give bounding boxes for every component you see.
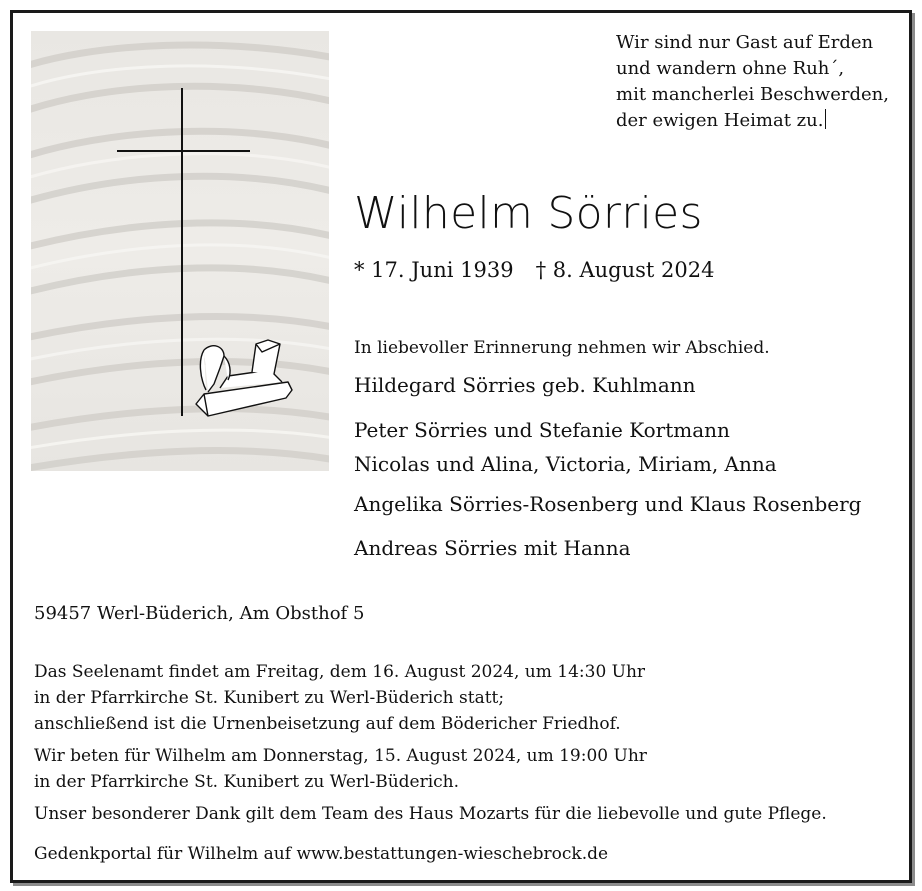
memorial-portal: Gedenkportal für Wilhelm auf www.bestattungen-wieschebrock.de: [34, 844, 609, 864]
birth-date: * 17. Juni 1939: [354, 258, 514, 282]
mourner-line: Hildegard Sörries geb. Kuhlmann: [354, 373, 696, 397]
mourner-line: Peter Sörries und Stefanie Kortmann: [354, 418, 730, 442]
poem-line: Wir sind nur Gast auf Erden: [616, 32, 874, 53]
mourner-line: Andreas Sörries mit Hanna: [354, 536, 631, 560]
mourner-line: Angelika Sörries-Rosenberg und Klaus Rosenberg: [354, 492, 862, 516]
poem-line: der ewigen Heimat zu.: [616, 110, 824, 131]
deceased-name: Wilhelm Sörries: [354, 188, 703, 239]
address: 59457 Werl-Büderich, Am Obsthof 5: [34, 603, 365, 624]
poem-line: und wandern ohne Ruh´,: [616, 58, 845, 79]
mourners-intro: In liebevoller Erinnerung nehmen wir Abschied.: [354, 338, 770, 358]
wood-plane-icon: [190, 332, 300, 422]
death-date: † 8. August 2024: [535, 258, 715, 282]
service-line: in der Pfarrkirche St. Kunibert zu Werl-Büderich statt;: [34, 688, 505, 708]
service-line: anschließend ist die Urnenbeisetzung auf dem Bödericher Friedhof.: [34, 714, 621, 734]
life-dates: [354, 258, 714, 282]
poem-line-last: [616, 108, 889, 134]
service-line: Das Seelenamt findet am Freitag, dem 16. August 2024, um 14:30 Uhr: [34, 662, 646, 682]
text-cursor: [825, 109, 826, 129]
service-line: Wir beten für Wilhelm am Donnerstag, 15. August 2024, um 19:00 Uhr: [34, 746, 647, 766]
service-line: in der Pfarrkirche St. Kunibert zu Werl-Büderich.: [34, 772, 460, 792]
poem: [616, 30, 889, 134]
poem-line: mit mancherlei Beschwerden,: [616, 84, 889, 105]
mourner-line: Nicolas und Alina, Victoria, Miriam, Anna: [354, 452, 777, 476]
thanks-line: Unser besonderer Dank gilt dem Team des Haus Mozarts für die liebevolle und gute Pflege.: [34, 804, 827, 824]
